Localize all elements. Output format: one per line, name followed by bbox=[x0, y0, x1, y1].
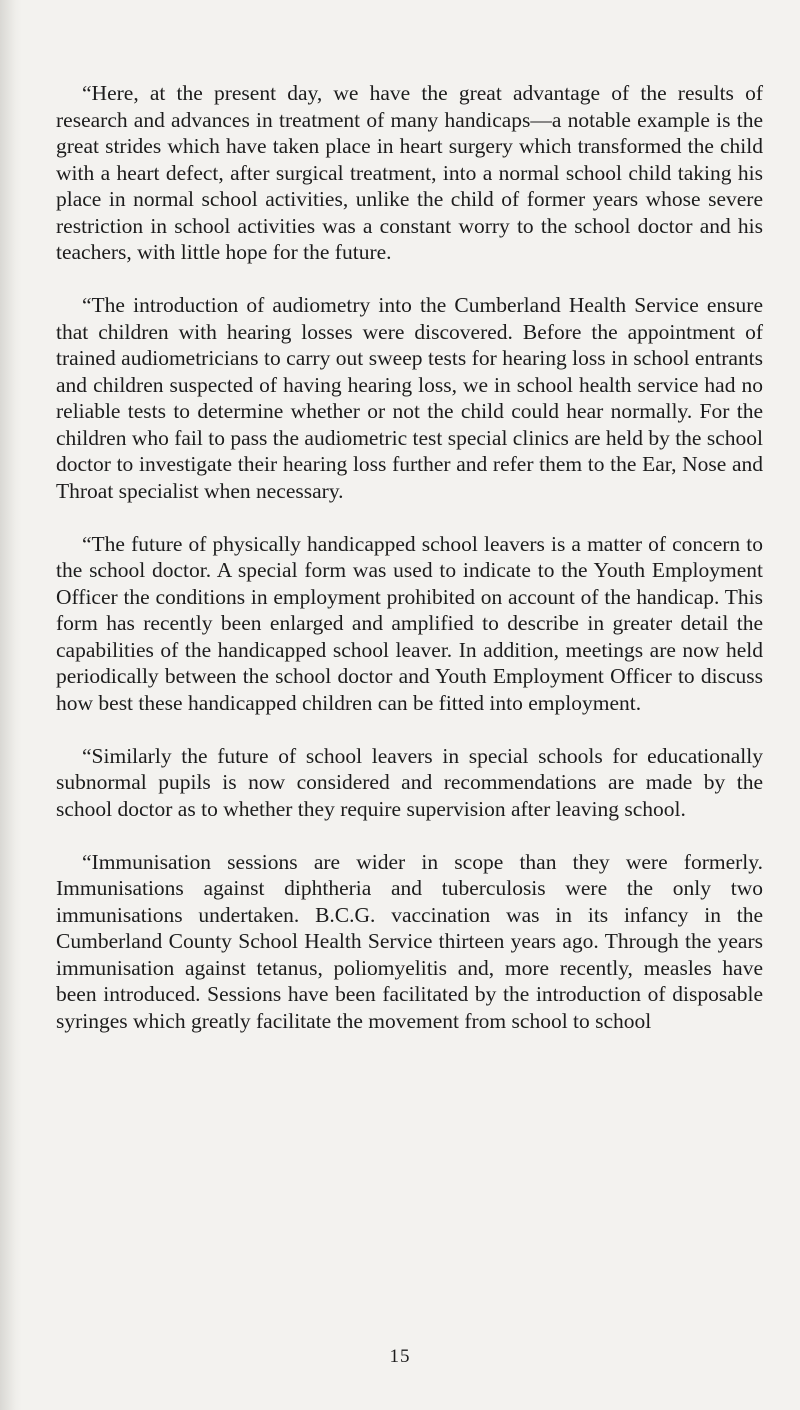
paragraph-audiometry: “The introduction of audiometry into the Cumberland Health Service ensure that children with hearing losses were discovered. Before the appointment of trained audiometricians to carry out sweep tests for hearing loss in school entrants and children suspected of having hearing loss, we in school health service had no reliable tests to determine whether or not the child could hear normally. For the children who fail to pass the audiometric test special clinics are held by the school doctor to investigate their hearing loss further and refer them to the Ear, Nose and Throat specialist when necessary. bbox=[56, 293, 763, 503]
page-gutter-shadow bbox=[0, 0, 22, 1410]
body-text bbox=[56, 80, 763, 1061]
paragraph-school-leavers: “The future of physically handicapped school leavers is a matter of concern to the school doctor. A special form was used to indicate to the Youth Employment Officer the conditions in employment prohibited on account of the handicap. This form has recently been enlarged and amplified to describe in greater detail the capabilities of the handicapped school leaver. In addition, meetings are now held periodically between the school doctor and Youth Employment Officer to discuss how best these handicapped children can be fitted into employment. bbox=[56, 531, 763, 715]
page-number: 15 bbox=[389, 1346, 411, 1367]
paragraph-heart-surgery: “Here, at the present day, we have the great advantage of the results of research and advances in treatment of many handicaps—a notable example is the great strides which have taken place in heart surgery which transformed the child with a heart defect, after surgical treatment, into a normal school child taking his place in normal school activities, unlike the child of former years whose severe restriction in school activities was a constant worry to the school doctor and his teachers, with little hope for the future. bbox=[56, 81, 763, 264]
paragraph-immunisation: “Immunisation sessions are wider in scope than they were formerly. Immunisations against diphtheria and tuberculosis were the only two immunisations undertaken. B.C.G. vaccination was in its infancy in the Cumberland County School Health Service thirteen years ago. Through the years immunisation against tetanus, poliomyelitis and, more recently, measles have been introduced. Sessions have been facilitated by the introduction of disposable syringes which greatly facilitate the movement from school to school bbox=[56, 849, 763, 1033]
paragraph-special-schools: “Similarly the future of school leavers in special schools for educationally subnormal pupils is now considered and recommendations are made by the school doctor as to whether they require supervision after leaving school. bbox=[56, 743, 763, 821]
